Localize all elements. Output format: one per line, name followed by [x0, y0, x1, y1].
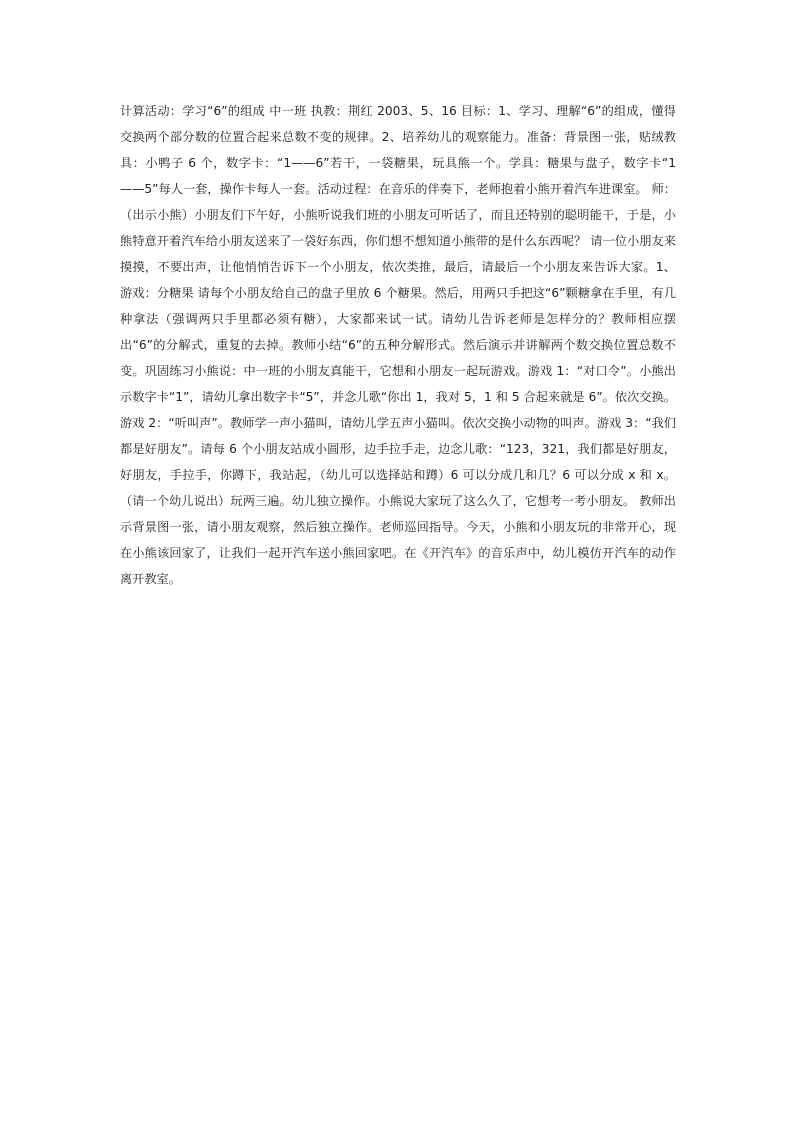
lesson-plan-text: 计算活动：学习“6”的组成 中一班 执教：荆红 2003、5、16 目标：1、学习、理解“6”的组成，懂得交换两个部分数的位置合起来总数不变的规律。2、培养幼儿的观察能力。准备：背景图一张，贴绒教具：小鸭子 6 个，数字卡：“1——6”若干，一袋糖果，玩具熊一个。学具：糖果与盘子，数字卡“1——5”每人一套，操作卡每人一套。活动过程：在音乐的伴奏下，老师抱着小熊开着汽车进课室。 师：（出示小熊）小朋友们下午好，小熊听说我们班的小朋友可听话了，而且还特别的聪明能干，于是，小熊特意开着汽车给小朋友送来了一袋好东西，你们想不想知道小熊带的是什么东西呢？ 请一位小朋友来摸摸，不要出声，让他悄悄告诉下一个小朋友，依次类推，最后，请最后一个小朋友来告诉大家。1、 游戏：分糖果 请每个小朋友给自己的盘子里放 6 个糖果。然后，用两只手把这“6”颗糖拿在手里，有几种拿法（强调两只手里都必须有糖），大家都来试一试。请幼儿告诉老师是怎样分的？教师相应摆出“6”的分解式，重复的去掉。教师小结“6”的五种分解形式。然后演示并讲解两个数交换位置总数不变。巩固练习小熊说：中一班的小朋友真能干，它想和小朋友一起玩游戏。游戏 1：“对口令”。小熊出示数字卡“1”，请幼儿拿出数字卡“5”，并念儿歌“你出 1，我对 5，1 和 5 合起来就是 6”。依次交换。游戏 2：“听叫声”。教师学一声小猫叫，请幼儿学五声小猫叫。依次交换小动物的叫声。游戏 3：“我们都是好朋友”。请每 6 个小朋友站成小圆形，边手拉手走，边念儿歌：“123，321，我们都是好朋友，好朋友，手拉手，你蹲下，我站起，（幼儿可以选择站和蹲）6 可以分成几和几？6 可以分成 x 和 x。（请一个幼儿说出）玩两三遍。幼儿独立操作。小熊说大家玩了这么久了，它想考一考小朋友。 教师出示背景图一张，请小朋友观察，然后独立操作。老师巡回指导。今天，小熊和小朋友玩的非常开心，现在小熊该回家了，让我们一起开汽车送小熊回家吧。在《开汽车》的音乐声中，幼儿模仿开汽车的动作离开教室。 — [120, 104, 676, 586]
